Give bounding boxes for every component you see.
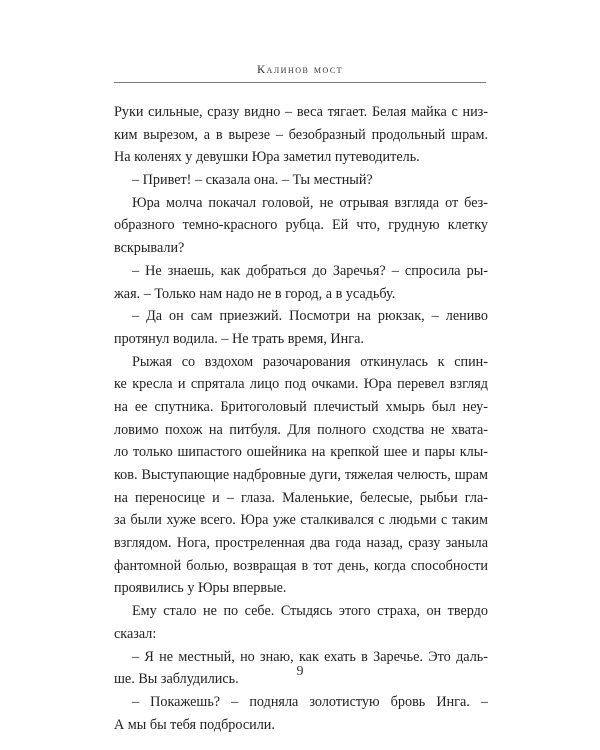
text-line: протянул водила. – Не трать время, Инга. bbox=[114, 330, 364, 347]
text-line: ким вырезом, а в вырезе – безобразный продольный шрам. bbox=[114, 126, 488, 143]
text-line: – Не знаешь, как добраться до Заречья? – спросила ры- bbox=[132, 262, 488, 279]
text-line: – Привет! – сказала она. – Ты местный? bbox=[132, 172, 373, 189]
header-rule bbox=[114, 82, 486, 83]
text-line: образного темно-красного рубца. Ей что, грудную клетку bbox=[114, 217, 488, 234]
text-line: Ему стало не по себе. Стыдясь этого страха, он твердо bbox=[132, 603, 488, 620]
text-line: На коленях у девушки Юра заметил путеводитель. bbox=[114, 149, 420, 166]
text-line: – Я не местный, но знаю, как ехать в Заречье. Это даль- bbox=[132, 648, 488, 665]
text-line: А мы бы тебя подбросили. bbox=[114, 716, 275, 733]
text-line: – Покажешь? – подняла золотистую бровь Инга. – bbox=[132, 693, 488, 710]
text-line: жая. – Только нам надо не в город, а в усадьбу. bbox=[114, 285, 396, 302]
text-line: ловимо похож на питбуля. Для полного сходства не хвата- bbox=[114, 421, 488, 438]
running-head: Калинов мост bbox=[256, 62, 344, 76]
page-number: 9 bbox=[296, 664, 304, 679]
text-line: сказал: bbox=[114, 625, 157, 642]
text-line: за были хуже всего. Юра уже сталкивался с людьми с таким bbox=[114, 512, 488, 529]
text-line: фантомной болью, возвращая в тот день, когда способности bbox=[114, 557, 488, 574]
text-line: Руки сильные, сразу видно – веса тягает. Белая майка с низ- bbox=[114, 104, 488, 120]
text-line: Юра молча покачал головой, не отрывая взгляда от без- bbox=[132, 194, 488, 211]
text-line: ке кресла и спрятала лицо под очками. Юра перевел взгляд bbox=[114, 376, 488, 393]
text-line: на ее спутника. Бритоголовый плечистый хмырь был неу- bbox=[114, 398, 488, 415]
body-text bbox=[114, 101, 488, 736]
text-line: на переносице и – глаза. Маленькие, белесые, рыбьи гла- bbox=[114, 489, 488, 506]
text-line: ло только шипастого ошейника на крепкой шее и пары клы- bbox=[114, 444, 488, 461]
text-line: проявились у Юры впервые. bbox=[114, 580, 287, 597]
text-line: ков. Выступающие надбровные дуги, тяжелая челюсть, шрам bbox=[114, 467, 488, 483]
text-line: ше. Вы заблудились. bbox=[114, 671, 239, 688]
text-line: – Да он сам приезжий. Посмотри на рюкзак, – лениво bbox=[132, 308, 488, 325]
text-line: взглядом. Нога, простреленная два года назад, сразу заныла bbox=[114, 535, 488, 552]
text-line: вскрывали? bbox=[114, 240, 185, 257]
text-line: Рыжая со вздохом разочарования откинулась к спин- bbox=[132, 353, 488, 370]
